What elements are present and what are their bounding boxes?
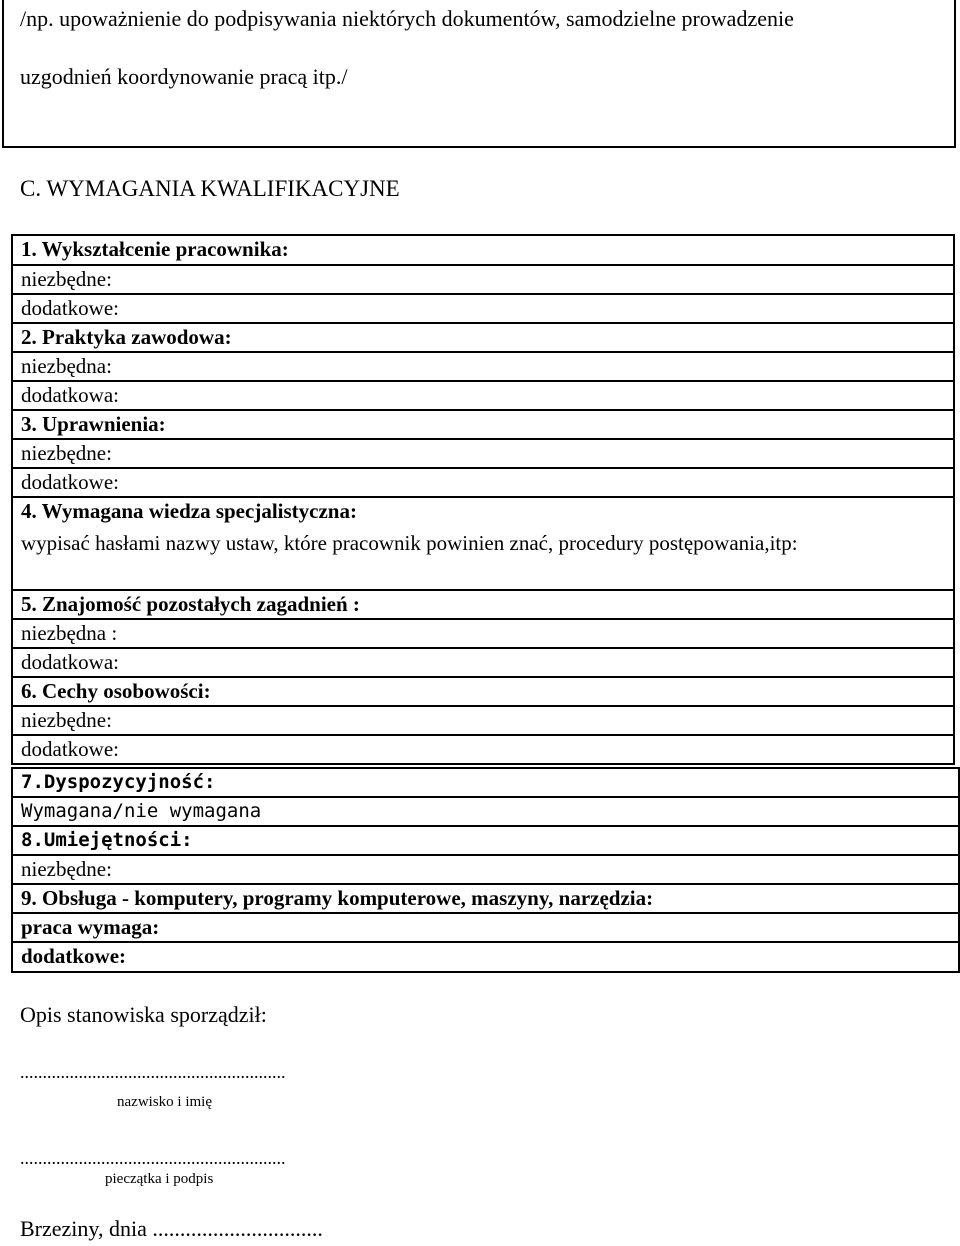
row-personality: 6. Cechy osobowości: xyxy=(13,676,953,705)
row-availability-value: Wymagana/nie wymagana xyxy=(13,798,958,827)
row-skills: 8.Umiejętności: xyxy=(13,827,958,856)
row-knowledge xyxy=(13,496,953,589)
qualifications-table xyxy=(11,234,955,765)
row-personality-additional: dodatkowe: xyxy=(13,734,953,765)
row-other-topics-required: niezbędna : xyxy=(13,618,953,647)
row-work-requires: praca wymaga: xyxy=(13,914,958,943)
row-other-topics-additional: dodatkowa: xyxy=(13,647,953,676)
row-equipment: 9. Obsługa - komputery, programy komputerowe, maszyny, narzędzia: xyxy=(13,885,958,914)
row-practice-additional: dodatkowa: xyxy=(13,380,953,409)
place-date-line: Brzeziny, dnia ............................... xyxy=(20,1216,323,1241)
row-licenses-required: niezbędne: xyxy=(13,438,953,467)
stamp-signature-line: ........................................................... xyxy=(20,1148,286,1168)
intro-line-1: /np. upoważnienie do podpisywania niektórych dokumentów, samodzielne prowadzenie xyxy=(20,6,794,31)
row-practice: 2. Praktyka zawodowa: xyxy=(13,322,953,351)
row-education-additional: dodatkowe: xyxy=(13,293,953,322)
row-knowledge-instruction: wypisać hasłami nazwy ustaw, które pracownik powinien znać, procedury postępowania,itp: xyxy=(21,531,798,555)
row-licenses: 3. Uprawnienia: xyxy=(13,409,953,438)
row-availability: 7.Dyspozycyjność: xyxy=(13,769,958,798)
additional-requirements-box xyxy=(11,767,960,973)
row-personality-required: niezbędne: xyxy=(13,705,953,734)
section-title: C. WYMAGANIA KWALIFIKACYJNE xyxy=(20,176,400,201)
intro-line-2: uzgodnień koordynowanie pracą itp./ xyxy=(20,64,348,89)
row-licenses-additional: dodatkowe: xyxy=(13,467,953,496)
row-knowledge-title: 4. Wymagana wiedza specjalistyczna: xyxy=(21,499,357,523)
row-education-required: niezbędne: xyxy=(13,264,953,293)
row-education: 1. Wykształcenie pracownika: xyxy=(13,234,953,264)
prepared-by-label: Opis stanowiska sporządził: xyxy=(20,1002,267,1027)
stamp-caption: pieczątka i podpis xyxy=(105,1171,214,1187)
row-practice-required: niezbędna: xyxy=(13,351,953,380)
name-signature-line: ........................................................... xyxy=(20,1062,286,1082)
row-equipment-additional: dodatkowe: xyxy=(21,944,127,968)
row-skills-required: niezbędne: xyxy=(13,856,958,885)
name-caption: nazwisko i imię xyxy=(117,1094,212,1110)
row-other-topics: 5. Znajomość pozostałych zagadnień : xyxy=(13,589,953,618)
